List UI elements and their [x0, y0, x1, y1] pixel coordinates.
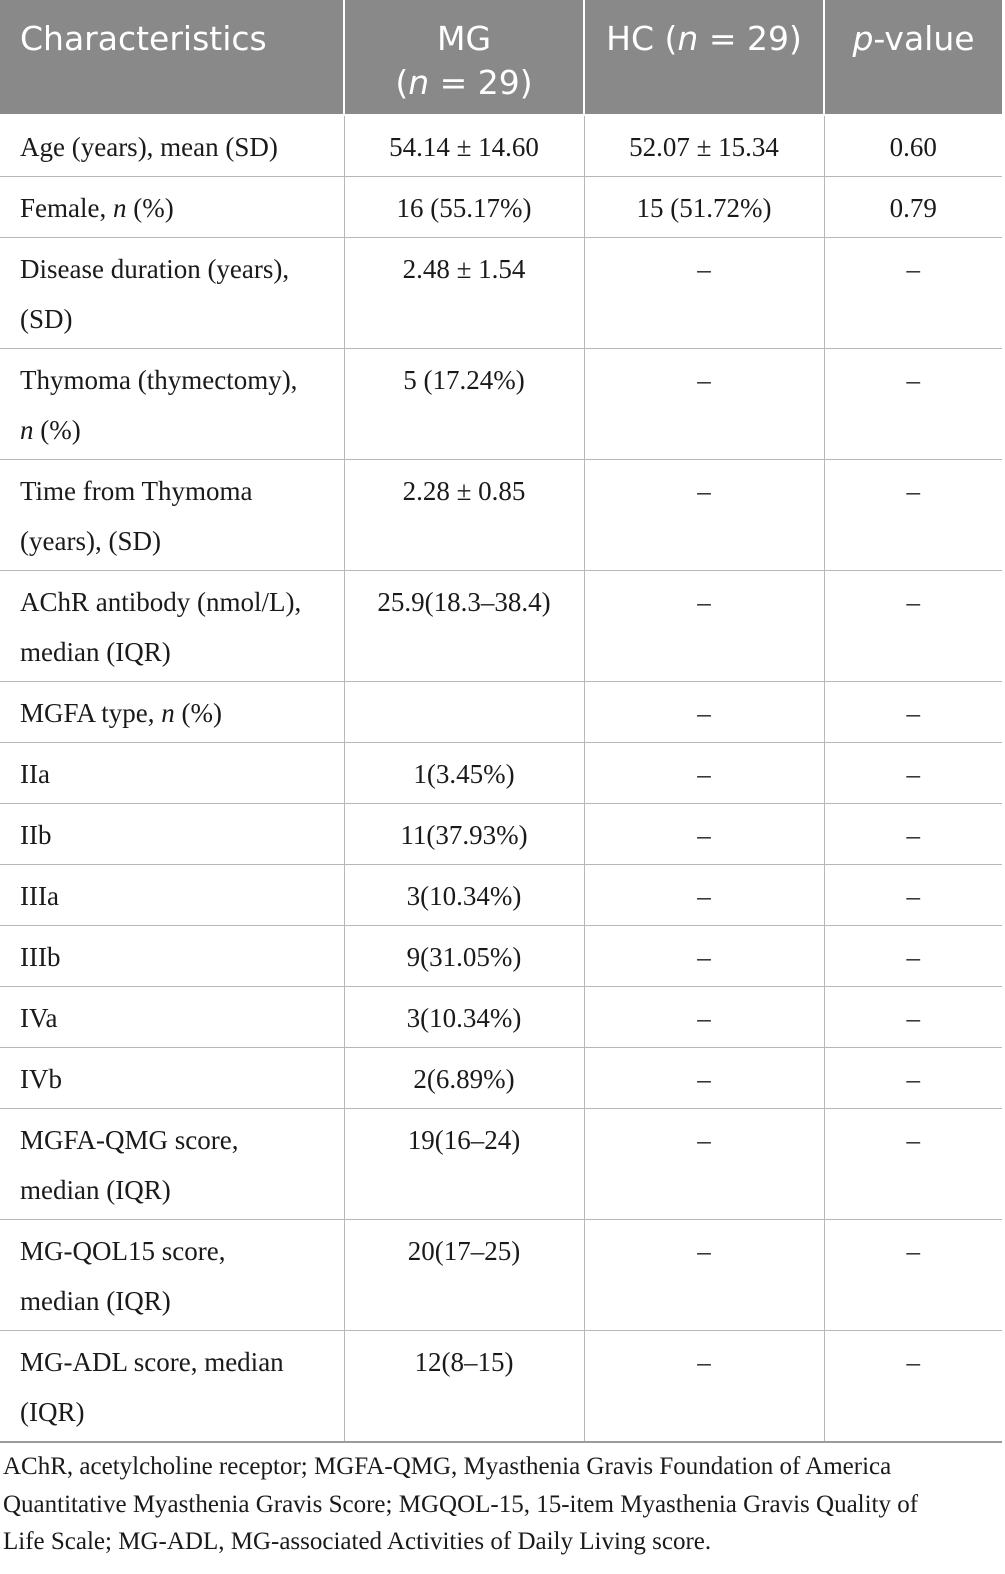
mg-cell: 2(6.89%): [344, 1048, 584, 1109]
table-row: [0, 865, 1002, 926]
hc-cell: 15 (51.72%): [584, 177, 824, 238]
hc-cell: –: [584, 682, 824, 743]
table-row: [0, 115, 1002, 177]
hc-cell: –: [584, 1048, 824, 1109]
mg-cell: 2.48 ± 1.54: [344, 238, 584, 349]
header-p-value: [824, 0, 1002, 115]
row-label-line1: MG-ADL score, median: [20, 1347, 284, 1377]
p-value-cell: –: [824, 460, 1002, 571]
table-row: [0, 1331, 1002, 1443]
row-label-text: IIIa: [20, 881, 59, 911]
row-label-suffix: (%): [33, 415, 81, 445]
p-value-cell: –: [824, 682, 1002, 743]
table-row: [0, 1048, 1002, 1109]
hc-cell: –: [584, 1109, 824, 1220]
row-label-line2: (SD): [20, 304, 73, 334]
row-label-line1: MGFA-QMG score,: [20, 1125, 239, 1155]
row-label: [0, 987, 344, 1048]
mg-cell: 2.28 ± 0.85: [344, 460, 584, 571]
row-label: [0, 349, 344, 460]
header-hc-text: HC (: [606, 19, 678, 58]
mg-cell: 12(8–15): [344, 1331, 584, 1443]
row-label: [0, 115, 344, 177]
row-label-line1: AChR antibody (nmol/L),: [20, 587, 302, 617]
table-row: [0, 177, 1002, 238]
row-label: [0, 1331, 344, 1443]
hc-cell: –: [584, 987, 824, 1048]
row-label-n: n: [112, 193, 127, 223]
footnote-line: Quantitative Myasthenia Gravis Score; MGQOL-15, 15-item Myasthenia Gravis Quality of: [3, 1490, 919, 1518]
p-value-cell: 0.60: [824, 115, 1002, 177]
mg-cell: 5 (17.24%): [344, 349, 584, 460]
row-label-suffix: (%): [174, 698, 222, 728]
header-mg-count: = 29): [429, 63, 533, 102]
mg-cell: 19(16–24): [344, 1109, 584, 1220]
table-row: [0, 743, 1002, 804]
row-label-suffix: (%): [126, 193, 174, 223]
header-hc-n: n: [677, 19, 699, 58]
header-p-suffix: -value: [873, 19, 975, 58]
p-value-cell: –: [824, 865, 1002, 926]
mg-cell: 3(10.34%): [344, 987, 584, 1048]
row-label: [0, 1048, 344, 1109]
row-label-line1: Time from Thymoma: [20, 476, 253, 506]
row-label-line2: (years), (SD): [20, 526, 161, 556]
header-mg-n: n: [408, 63, 430, 102]
row-label-line1: MG-QOL15 score,: [20, 1236, 226, 1266]
row-label: [0, 460, 344, 571]
row-label-n: n: [20, 415, 34, 445]
mg-cell: 1(3.45%): [344, 743, 584, 804]
p-value-cell: –: [824, 987, 1002, 1048]
table-header-row: [0, 0, 1002, 115]
hc-cell: –: [584, 926, 824, 987]
row-label: [0, 743, 344, 804]
row-label: [0, 804, 344, 865]
p-value-cell: –: [824, 743, 1002, 804]
mg-cell: [344, 682, 584, 743]
p-value-cell: –: [824, 349, 1002, 460]
hc-cell: –: [584, 1220, 824, 1331]
hc-cell: –: [584, 349, 824, 460]
row-label-line1: Thymoma (thymectomy),: [20, 365, 298, 395]
hc-cell: –: [584, 743, 824, 804]
row-label-text: MGFA type,: [20, 698, 162, 728]
table-row: [0, 682, 1002, 743]
p-value-cell: –: [824, 571, 1002, 682]
row-label-text: IVa: [20, 1003, 58, 1033]
header-p: p: [852, 19, 874, 58]
header-mg-text: MG: [436, 19, 492, 58]
hc-cell: –: [584, 804, 824, 865]
mg-cell: 54.14 ± 14.60: [344, 115, 584, 177]
table-row: [0, 1220, 1002, 1331]
row-label: [0, 682, 344, 743]
row-label-line1: Disease duration (years),: [20, 254, 290, 284]
row-label-text: Age (years), mean (SD): [20, 132, 278, 162]
hc-cell: 52.07 ± 15.34: [584, 115, 824, 177]
hc-cell: –: [584, 865, 824, 926]
p-value-cell: 0.79: [824, 177, 1002, 238]
table-row: [0, 238, 1002, 349]
mg-cell: 11(37.93%): [344, 804, 584, 865]
table-row: [0, 571, 1002, 682]
table-row: [0, 349, 1002, 460]
row-label-line2: median (IQR): [20, 637, 171, 667]
hc-cell: –: [584, 1331, 824, 1443]
header-hc: [584, 0, 824, 115]
footnote-line: Life Scale; MG-ADL, MG-associated Activities of Daily Living score.: [3, 1528, 712, 1555]
row-label: [0, 238, 344, 349]
p-value-cell: –: [824, 1048, 1002, 1109]
p-value-cell: –: [824, 238, 1002, 349]
row-label-text: IIIb: [20, 942, 61, 972]
hc-cell: –: [584, 460, 824, 571]
row-label-line2: median (IQR): [20, 1286, 171, 1316]
row-label-text: Female,: [20, 193, 113, 223]
table-row: [0, 460, 1002, 571]
mg-cell: 25.9(18.3–38.4): [344, 571, 584, 682]
row-label: [0, 1109, 344, 1220]
p-value-cell: –: [824, 1220, 1002, 1331]
header-hc-count: = 29): [698, 19, 802, 58]
mg-cell: 20(17–25): [344, 1220, 584, 1331]
row-label-text: IIb: [20, 820, 52, 850]
table-footnote: [3, 1448, 993, 1561]
hc-cell: –: [584, 571, 824, 682]
footnote-line: AChR, acetylcholine receptor; MGFA-QMG, Myasthenia Gravis Foundation of America: [3, 1453, 892, 1480]
p-value-cell: –: [824, 804, 1002, 865]
row-label-line2: (IQR): [20, 1397, 85, 1427]
row-label: [0, 1220, 344, 1331]
mg-cell: 3(10.34%): [344, 865, 584, 926]
row-label-n: n: [161, 698, 175, 728]
header-characteristics: [0, 0, 344, 115]
table-row: [0, 804, 1002, 865]
table-row: [0, 926, 1002, 987]
row-label: [0, 571, 344, 682]
table-row: [0, 1109, 1002, 1220]
row-label-text: IVb: [20, 1064, 62, 1094]
row-label: [0, 865, 344, 926]
table-row: [0, 987, 1002, 1048]
header-characteristics-text: Characteristics: [20, 19, 267, 58]
hc-cell: –: [584, 238, 824, 349]
row-label: [0, 177, 344, 238]
p-value-cell: –: [824, 926, 1002, 987]
mg-cell: 9(31.05%): [344, 926, 584, 987]
mg-cell: 16 (55.17%): [344, 177, 584, 238]
p-value-cell: –: [824, 1331, 1002, 1443]
row-label-line2: median (IQR): [20, 1175, 171, 1205]
header-mg: MG (n = 29): [344, 0, 584, 115]
row-label-text: IIa: [20, 759, 50, 789]
row-label: [0, 926, 344, 987]
p-value-cell: –: [824, 1109, 1002, 1220]
